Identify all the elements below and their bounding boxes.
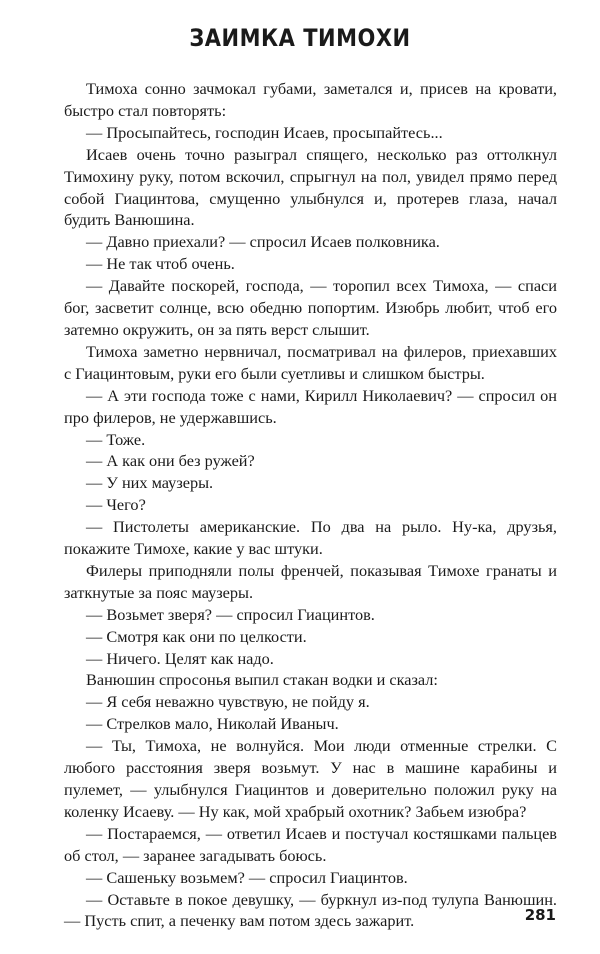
paragraph: — Возьмет зверя? — спросил Гиацинтов. — [86, 604, 375, 624]
paragraph: — Оставьте в покое девушку, — буркнул из-под тулупа Ванюшин. — Пусть спит, а печенку вам потом здесь зажарит. — [64, 889, 557, 931]
paragraph: — Давно приехали? — спросил Исаев полковника. — [86, 232, 440, 252]
paragraph: — Я себя неважно чувствую, не пойду я. — [86, 692, 370, 712]
paragraph: Тимоха заметно нервничал, посматривал на филеров, приехавших с Гиацинтовым, руки его были суетливы и слишком быстры. — [64, 341, 557, 383]
paragraph: — Ты, Тимоха, не волнуйся. Мои люди отменные стрелки. С любого расстояния зверя возьмут. У нас в машине карабины и пулемет, — улыбнулся Гиацинтов и доверительно положил руку на коленку Исаеву. — Ну как, мой храбрый охотник? Забьем изюбра? — [64, 736, 557, 821]
paragraph: — Давайте поскорей, господа, — торопил всех Тимоха, — спаси бог, засветит солнце, всю обедню попортим. Изюбрь любит, чтоб его затемно окружить, он за пять верст слышит. — [64, 276, 557, 339]
paragraph: — Постараемся, — ответил Исаев и постучал костяшками пальцев об стол, — заранее загадывать боюсь. — [64, 823, 557, 865]
paragraph: — Стрелков мало, Николай Иваныч. — [86, 714, 339, 734]
page-number: 281 — [524, 906, 556, 924]
paragraph: Исаев очень точно разыграл спящего, несколько раз оттолкнул Тимохину руку, потом вскочил, спрыгнул на пол, увидел прямо перед собой Гиацинтова, смущенно улыбнулся и, протерев глаза, начал будить Ванюшина. — [64, 144, 557, 230]
paragraph: Ванюшин спросонья выпил стакан водки и сказал: — [86, 670, 438, 690]
paragraph: — Сашеньку возьмем? — спросил Гиацинтов. — [86, 867, 408, 887]
paragraph: — Просыпайтесь, господин Исаев, просыпайтесь... — [86, 122, 443, 142]
paragraph: Тимоха сонно зачмокал губами, заметался и, присев на кровати, быстро стал повторять: — [64, 79, 557, 120]
paragraph: — Тоже. — [86, 429, 146, 449]
paragraph: — Смотря как они по целкости. — [86, 626, 307, 646]
paragraph: Филеры приподняли полы френчей, показывая Тимохе гранаты и заткнутые за пояс маузеры. — [64, 560, 557, 602]
paragraph: — А как они без ружей? — [86, 451, 255, 471]
paragraph: — Ничего. Целят как надо. — [86, 648, 274, 668]
text-body — [64, 78, 557, 932]
paragraph: — Чего? — [86, 495, 146, 515]
paragraph: — А эти господа тоже с нами, Кирилл Николаевич? — спросил он про филеров, не удержавшись. — [64, 385, 557, 427]
paragraph: — Пистолеты американские. По два на рыло. Ну-ка, друзья, покажите Тимохе, какие у вас штуки. — [64, 517, 557, 559]
paragraph: — У них маузеры. — [86, 473, 214, 493]
chapter-title: ЗАИМКА ТИМОХИ — [189, 24, 411, 52]
paragraph: — Не так чтоб очень. — [86, 254, 235, 274]
